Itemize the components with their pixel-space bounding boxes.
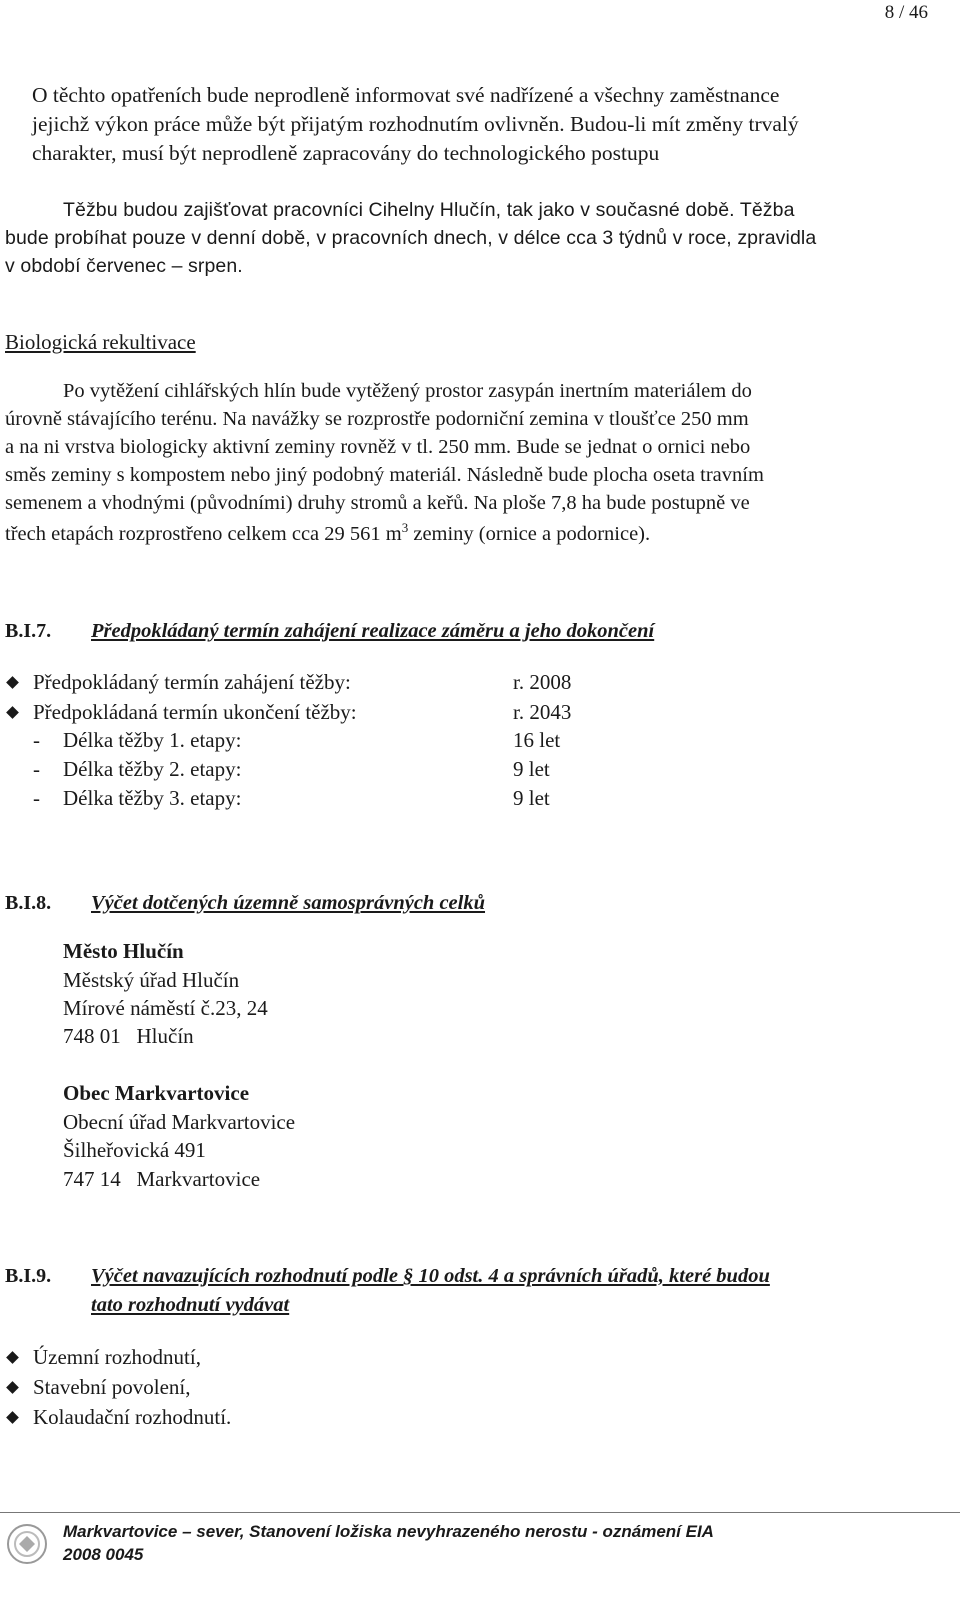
section-title: Výčet dotčených územně samosprávných celků (91, 892, 486, 914)
dash-marker: - (33, 786, 40, 810)
schedule-label: Délka těžby 3. etapy: (63, 786, 242, 810)
address-line: Městský úřad Hlučín (63, 968, 240, 992)
list-item: Kolaudační rozhodnutí. (33, 1405, 232, 1429)
text-line (5, 520, 650, 546)
footer-code: 2008 0045 (63, 1545, 144, 1564)
footer-title: Markvartovice – sever, Stanovení ložiska nevyhrazeného nerostu - oznámení EIA (63, 1522, 714, 1541)
text-line: jejichž výkon práce může být přijatým rozhodnutím ovlivněn. Budou-li mít změny trvalý (32, 112, 799, 136)
text-segment: třech etapách rozprostřeno celkem cca 29 561 m (5, 522, 402, 545)
schedule-value: 9 let (513, 757, 550, 781)
list-item: Územní rozhodnutí, (33, 1345, 201, 1369)
text-line: úrovně stávajícího terénu. Na navážky se rozprostře podorniční zemina v tloušťce 250 mm (5, 408, 749, 430)
diamond-bullet-icon (5, 706, 19, 720)
dash-marker: - (33, 757, 40, 781)
section-title: Předpokládaný termín zahájení realizace záměru a jeho dokončení (91, 620, 655, 642)
diamond-bullet-icon (5, 676, 19, 690)
footer-divider (0, 1512, 960, 1513)
text-line: O těchto opatřeních bude neprodleně informovat své nadřízené a všechny zaměstnance (32, 83, 780, 107)
text-line: charakter, musí být neprodleně zapracovány do technologického postupu (32, 141, 660, 165)
address-name: Obec Markvartovice (63, 1081, 250, 1105)
text-line: Po vytěžení cihlářských hlín bude vytěžený prostor zasypán inertním materiálem do (63, 380, 752, 402)
dash-marker: - (33, 728, 40, 752)
diamond-bullet-icon (5, 1381, 19, 1395)
superscript: 3 (401, 520, 409, 535)
diamond-bullet-icon (5, 1411, 19, 1425)
address-line: Šilheřovická 491 (63, 1138, 206, 1162)
section-number: B.I.8. (5, 892, 52, 914)
schedule-label: Délka těžby 1. etapy: (63, 728, 242, 752)
section-title: Výčet navazujících rozhodnutí podle § 10 odst. 4 a správních úřadů, které budou (91, 1265, 770, 1287)
page-number: 8 / 46 (884, 2, 928, 23)
text-line: v období červenec – srpen. (5, 255, 243, 277)
schedule-label: Délka těžby 2. etapy: (63, 757, 242, 781)
section-title-continuation: tato rozhodnutí vydávat (91, 1294, 290, 1316)
address-line: 748 01 Hlučín (63, 1024, 194, 1048)
address-line: Mírové náměstí č.23, 24 (63, 996, 268, 1020)
schedule-value: 16 let (513, 728, 561, 752)
schedule-label: Předpokládaná termín ukončení těžby: (33, 700, 357, 724)
text-segment: zeminy (ornice a podornice). (408, 522, 651, 545)
address-name: Město Hlučín (63, 939, 184, 963)
address-line: Obecní úřad Markvartovice (63, 1110, 296, 1134)
schedule-label: Předpokládaný termín zahájení těžby: (33, 670, 351, 694)
text-line: Těžbu budou zajišťovat pracovníci Cihelny Hlučín, tak jako v současné době. Těžba (63, 199, 795, 221)
schedule-value: r. 2008 (513, 670, 572, 694)
text-line: bude probíhat pouze v denní době, v pracovních dnech, v délce cca 3 týdnů v roce, zpravidla (5, 227, 817, 249)
schedule-value: 9 let (513, 786, 550, 810)
list-item: Stavební povolení, (33, 1375, 191, 1399)
text-line: a na ni vrstva biologicky aktivní zeminy rovněž v tl. 250 mm. Bude se jednat o ornici nebo (5, 436, 751, 458)
section-number: B.I.9. (5, 1265, 52, 1287)
biological-reclamation-heading: Biologická rekultivace (5, 330, 196, 354)
section-number: B.I.7. (5, 620, 52, 642)
address-line: 747 14 Markvartovice (63, 1167, 261, 1191)
company-logo-icon (5, 1522, 49, 1566)
text-line: semenem a vhodnými (původními) druhy stromů a keřů. Na ploše 7,8 ha bude postupně ve (5, 492, 750, 514)
text-line: směs zeminy s kompostem nebo jiný podobný materiál. Následně bude plocha oseta travním (5, 464, 764, 486)
diamond-bullet-icon (5, 1351, 19, 1365)
schedule-value: r. 2043 (513, 700, 572, 724)
